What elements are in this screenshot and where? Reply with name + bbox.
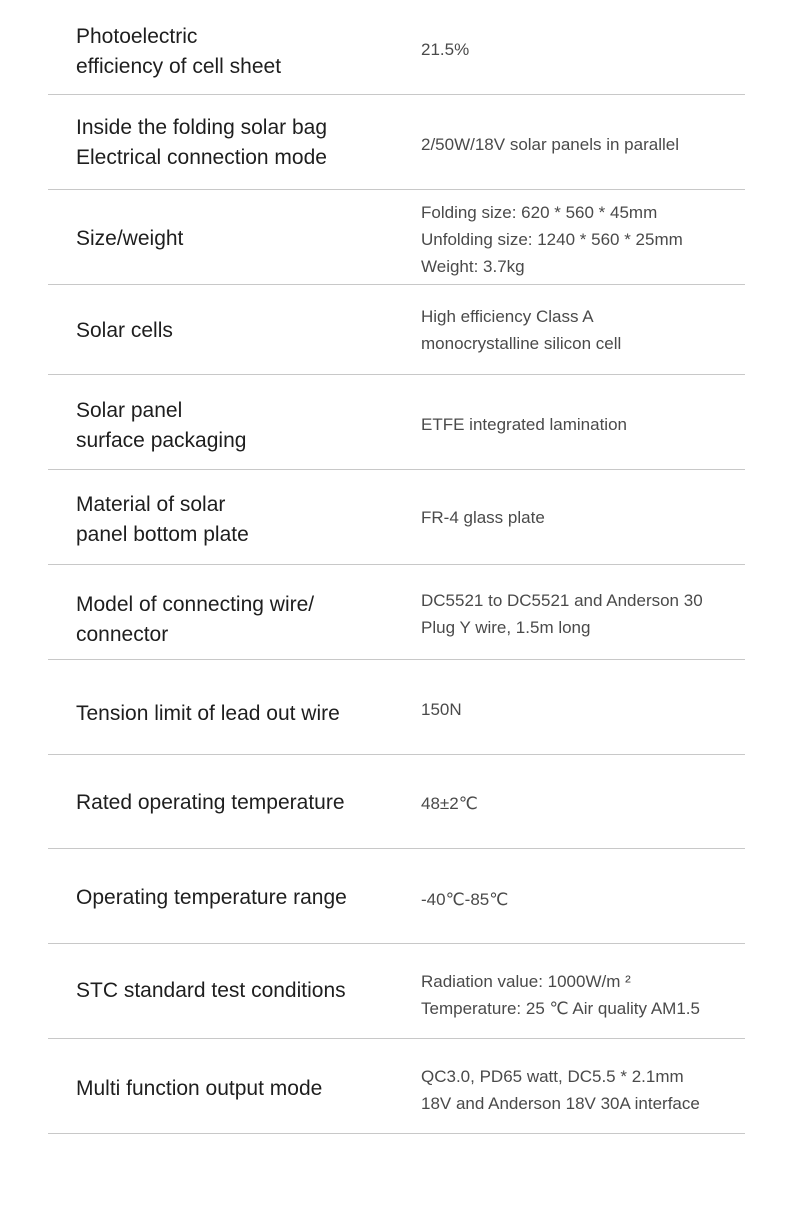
spec-value: High efficiency Class A monocrystalline silicon cell [421,307,622,353]
spec-value: Radiation value: 1000W/m ² Temperature: 25 ℃ Air quality AM1.5 [421,972,700,1018]
spec-row-bottom-plate [48,470,745,565]
spec-label: Operating temperature range [76,886,347,909]
spec-row-efficiency [48,0,745,95]
spec-label: Photoelectric efficiency of cell sheet [76,25,282,78]
spec-row-rated-temperature [48,755,745,849]
spec-label: Rated operating temperature [76,791,345,814]
spec-label: Solar cells [76,319,173,342]
spec-row-stc-conditions [48,944,745,1039]
spec-value: FR-4 glass plate [421,508,545,527]
spec-label: STC standard test conditions [76,979,346,1002]
spec-row-size-weight [48,190,745,285]
spec-label: Material of solar panel bottom plate [76,493,249,546]
spec-value: 2/50W/18V solar panels in parallel [421,135,679,154]
spec-row-connecting-wire [48,565,745,660]
spec-value: 48±2℃ [421,794,478,813]
spec-row-tension-limit [48,660,745,755]
spec-row-temperature-range [48,849,745,944]
spec-row-solar-cells [48,285,745,375]
spec-value: -40℃-85℃ [421,890,509,909]
spec-label: Solar panel surface packaging [76,399,247,452]
spec-value: DC5521 to DC5521 and Anderson 30 Plug Y wire, 1.5m long [421,591,703,637]
spec-label: Inside the folding solar bag Electrical connection mode [76,116,328,169]
spec-label: Model of connecting wire/ connector [76,593,315,646]
spec-label: Tension limit of lead out wire [76,702,340,725]
spec-value: 21.5% [421,40,470,59]
spec-value: ETFE integrated lamination [421,415,627,434]
spec-row-connection-mode [48,95,745,190]
spec-value: Folding size: 620 * 560 * 45mm Unfolding size: 1240 * 560 * 25mm Weight: 3.7kg [421,203,683,276]
spec-value: QC3.0, PD65 watt, DC5.5 * 2.1mm 18V and Anderson 18V 30A interface [421,1067,700,1113]
spec-table [48,0,745,1134]
spec-label: Size/weight [76,227,184,250]
spec-row-surface-packaging [48,375,745,470]
spec-value: 150N [421,700,462,719]
spec-label: Multi function output mode [76,1077,323,1100]
spec-row-output-mode [48,1039,745,1134]
